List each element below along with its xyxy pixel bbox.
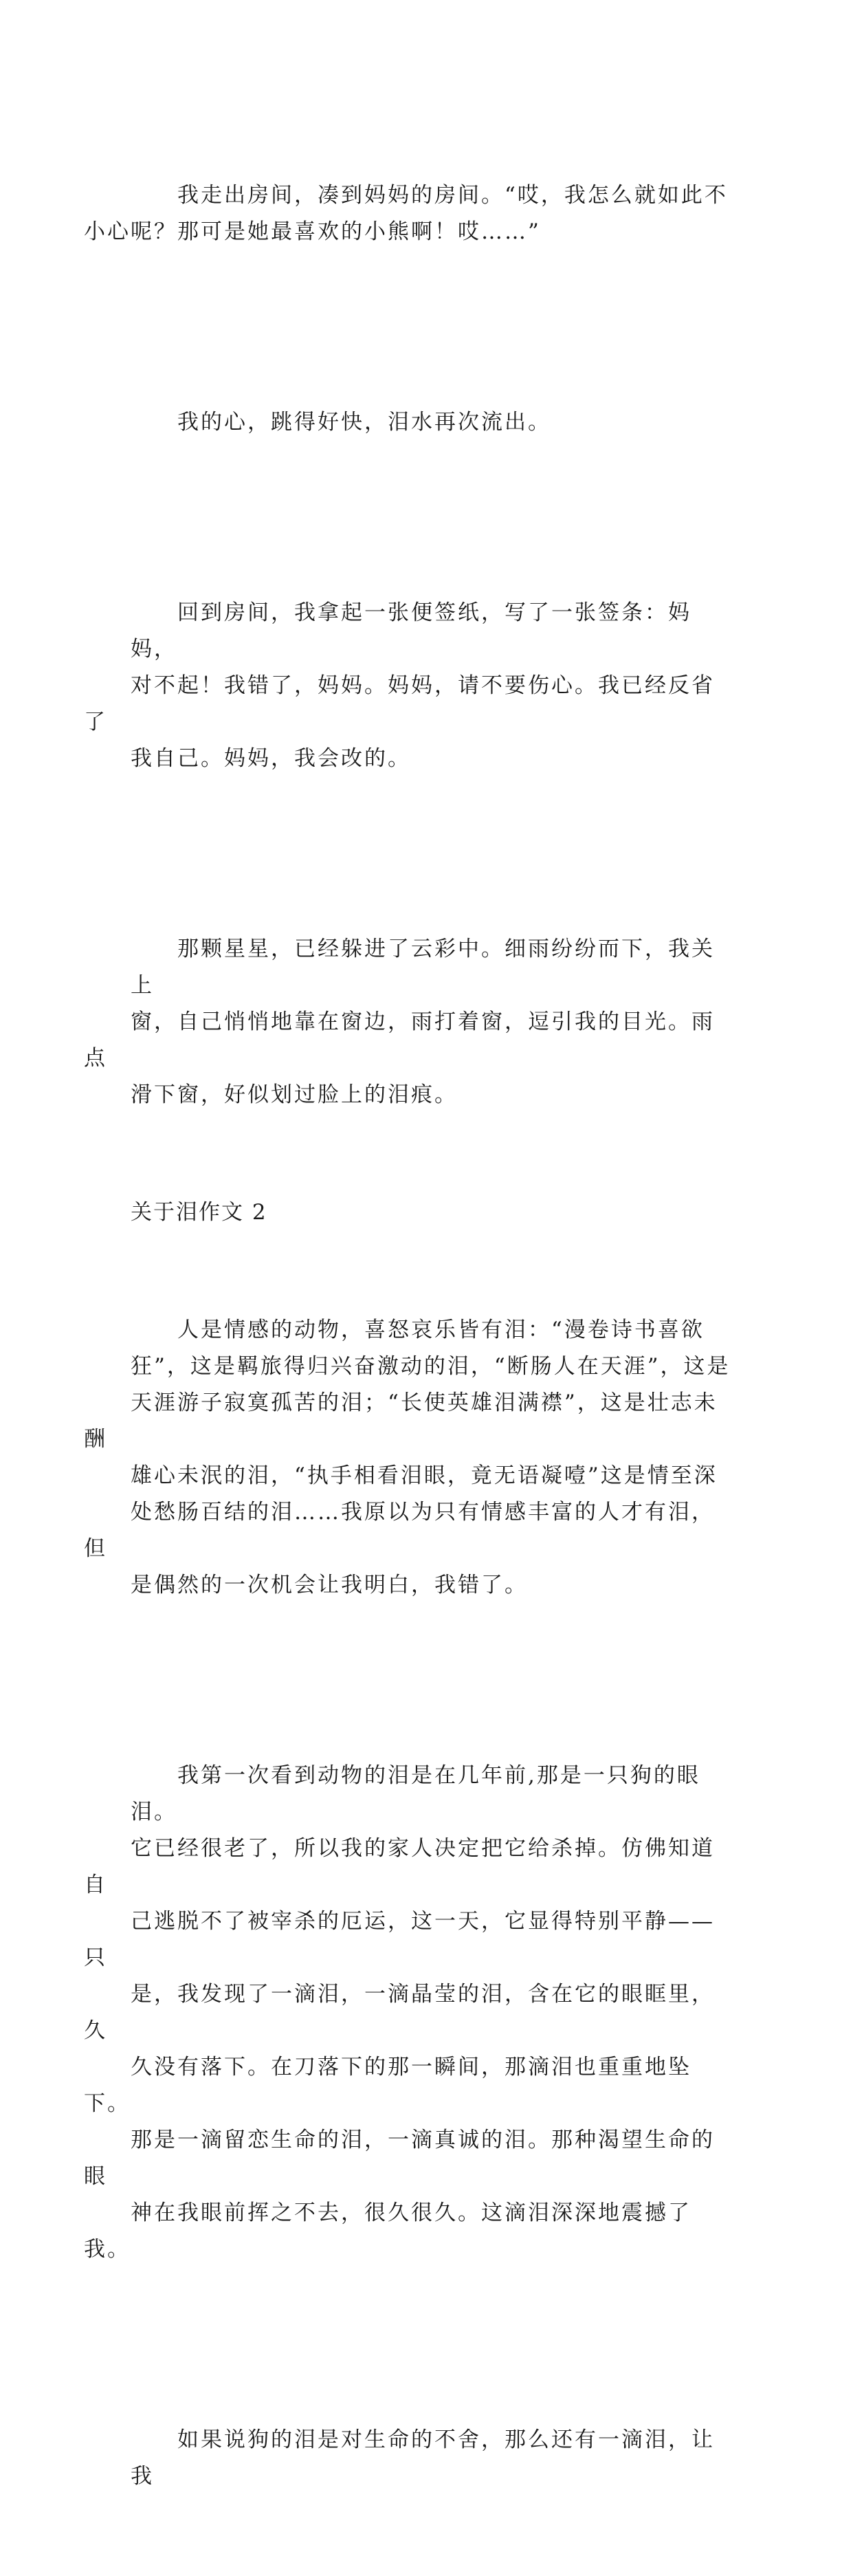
section-title: 关于泪作文 2 [131, 1200, 267, 1225]
text-line: 我走出房间，凑到妈妈的房间。“哎，我怎么就如此不 [177, 183, 728, 208]
text-line: 天涯游子寂寞孤苦的泪；“长使英雄泪满襟”，这是壮志未酬 [84, 1390, 718, 1452]
text-line: 那是一滴留恋生命的泪，一滴真诚的泪。那种渴望生命的眼 [84, 2128, 715, 2189]
section-paragraph-3 [131, 2349, 735, 2568]
section-paragraph-2 [84, 1685, 735, 2341]
text-line: 那颗星星，已经躲进了云彩中。细雨纷纷而下，我关上 [131, 937, 715, 998]
text-line: 狂”，这是羁旅得归兴奋激动的泪，“断肠人在天涯”，这是 [131, 1354, 731, 1379]
text-line: 久没有落下。在刀落下的那一瞬间，那滴泪也重重地坠下。 [84, 2055, 691, 2116]
text-line: 我的心，跳得好快，泪水再次流出。 [177, 410, 551, 435]
text-line: 它已经很老了，所以我的家人决定把它给杀掉。仿佛知道自 [84, 1836, 715, 1897]
text-line: 雄心未泯的泪，“执手相看泪眼，竟无语凝噎”这是情至深 [131, 1463, 718, 1488]
text-line: 窗，自己悄悄地靠在窗边，雨打着窗，逗引我的目光。雨点 [84, 1009, 715, 1071]
text-line: 人是情感的动物，喜怒哀乐皆有泪：“漫卷诗书喜欲 [177, 1318, 705, 1342]
text-line: 回到房间，我拿起一张便签纸，写了一张签条：妈妈， [131, 600, 691, 662]
text-line: 滑下窗，好似划过脸上的泪痕。 [131, 1082, 458, 1107]
text-line: 处愁肠百结的泪……我原以为只有情感丰富的人才有泪，但 [84, 1500, 715, 1561]
document-body [84, 105, 735, 2576]
paragraph-4 [84, 858, 735, 1186]
section-paragraph-1 [84, 1239, 735, 1677]
text-line: 我第一次看到动物的泪是在几年前,那是一只狗的眼泪。 [131, 1763, 700, 1824]
text-line: 神在我眼前挥之不去，很久很久。这滴泪深深地震撼了我。 [84, 2201, 691, 2262]
paragraph-1 [84, 105, 735, 323]
text-line: 对不起！我错了，妈妈。妈妈，请不要伤心。我已经反省了 [84, 673, 715, 734]
paragraph-3 [84, 522, 735, 850]
paragraph-2 [131, 331, 735, 514]
text-line: 是，我发现了一滴泪，一滴晶莹的泪，含在它的眼眶里，久 [84, 1982, 715, 2043]
text-line: 小心呢？那可是她最喜欢的小熊啊！哎……” [84, 219, 541, 244]
text-line: 如果说狗的泪是对生命的不舍，那么还有一滴泪，让我 [131, 2427, 715, 2489]
text-line: 我自己。妈妈，我会改的。 [131, 746, 411, 771]
text-line: 己逃脱不了被宰杀的厄运，这一天，它显得特别平静——只 [84, 1909, 715, 1970]
text-line: 是偶然的一次机会让我明白，我错了。 [131, 1573, 528, 1597]
